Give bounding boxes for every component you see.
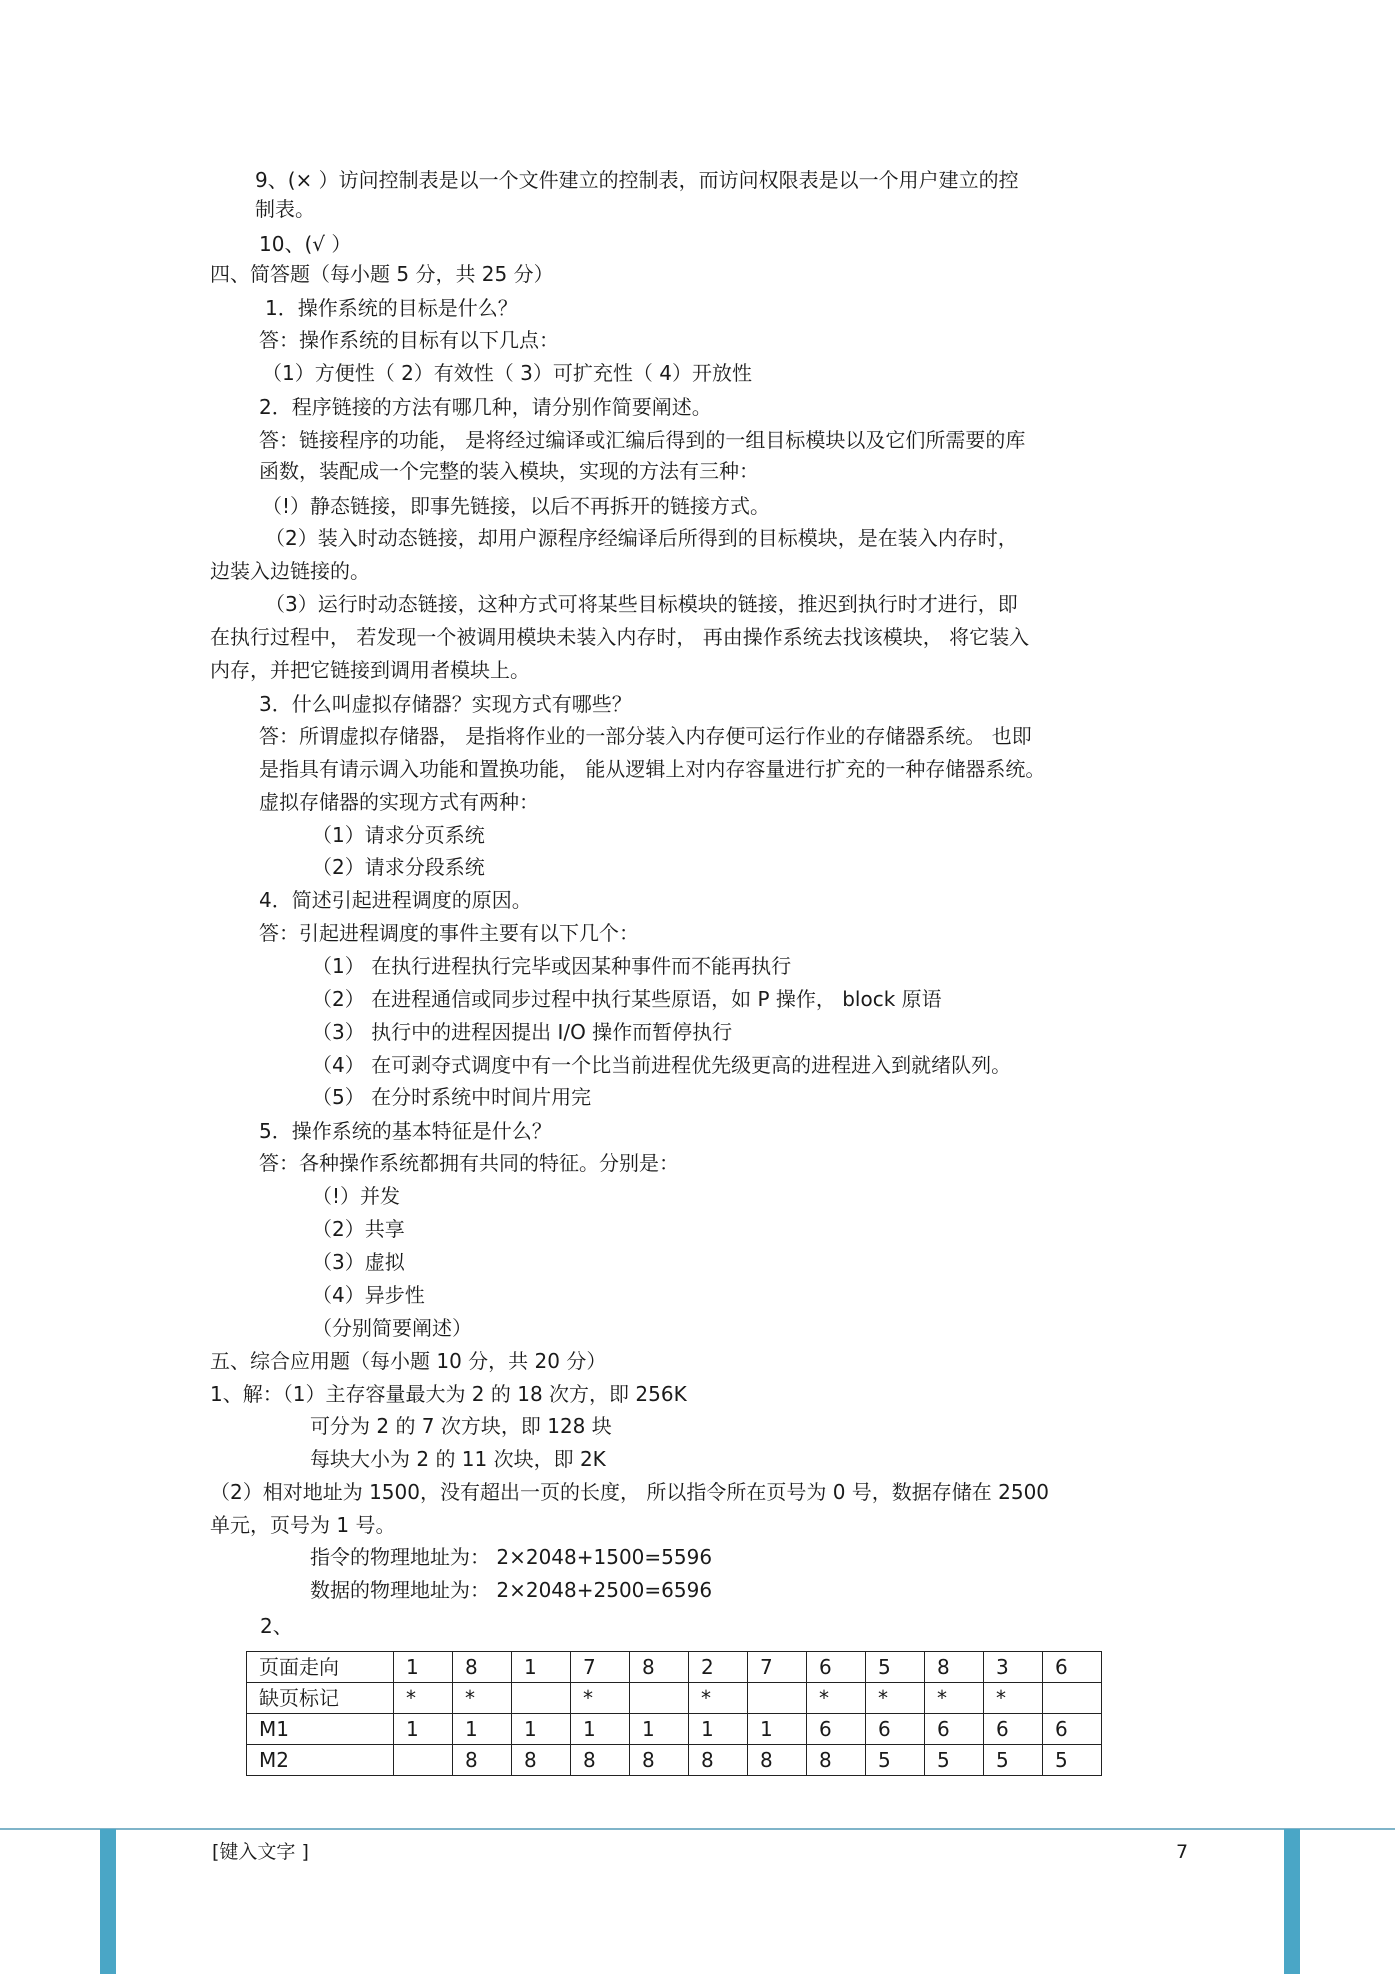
table-cell: * (925, 1683, 984, 1714)
table-cell: 1 (748, 1714, 807, 1745)
text-line: 答：操作系统的目标有以下几点： (259, 328, 559, 352)
text-line: （1） 在执行进程执行完毕或因某种事件而不能再执行 (312, 954, 792, 978)
table-cell: * (984, 1683, 1043, 1714)
table-cell: 6 (807, 1652, 866, 1683)
text-line: 在执行过程中， 若发现一个被调用模块未装入内存时， 再由操作系统去找该模块， 将它装入 (210, 625, 1030, 649)
text-line: 边装入边链接的。 (210, 559, 370, 583)
text-line: （3）虚拟 (312, 1250, 405, 1274)
text-line: 4．简述引起进程调度的原因。 (259, 888, 532, 912)
table-row (247, 1683, 1102, 1714)
text-line: （2） 在进程通信或同步过程中执行某些原语，如 P 操作， block 原语 (312, 987, 942, 1011)
text-line: 虚拟存储器的实现方式有两种： (259, 790, 539, 814)
table-cell: 1 (394, 1652, 453, 1683)
text-line: （2）装入时动态链接，却用户源程序经编译后所得到的目标模块，是在装入内存时， (265, 526, 1018, 550)
table-cell: 8 (748, 1745, 807, 1776)
row-label: 缺页标记 (247, 1683, 394, 1714)
text-line: （!）静态链接，即事先链接，以后不再拆开的链接方式。 (262, 494, 771, 518)
text-line: 2、 (260, 1614, 293, 1638)
text-line: 2．程序链接的方法有哪几种，请分别作简要阐述。 (259, 395, 712, 419)
table-cell: 6 (1043, 1714, 1102, 1745)
footer-placeholder-text[interactable]: [键入文字 ] (212, 1841, 309, 1863)
text-line: （2）共享 (312, 1217, 405, 1241)
text-line: 答：所谓虚拟存储器， 是指将作业的一部分装入内存便可运行作业的存储器系统。 也即 (259, 724, 1032, 748)
text-line: 制表。 (255, 197, 315, 221)
text-line: 答：各种操作系统都拥有共同的特征。分别是： (259, 1151, 679, 1175)
text-line: （3）运行时动态链接，这种方式可将某些目标模块的链接，推迟到执行时才进行，即 (265, 592, 1018, 616)
footer-divider (0, 1828, 1395, 1830)
table-cell: 8 (807, 1745, 866, 1776)
table-cell: 7 (748, 1652, 807, 1683)
table-cell: 6 (1043, 1652, 1102, 1683)
text-line: 是指具有请示调入功能和置换功能， 能从逻辑上对内存容量进行扩充的一种存储器系统。 (259, 757, 1046, 781)
table-cell: 1 (512, 1652, 571, 1683)
table-cell: 7 (571, 1652, 630, 1683)
table-cell (394, 1745, 453, 1776)
table-cell (512, 1683, 571, 1714)
table-cell: 5 (1043, 1745, 1102, 1776)
table-row (247, 1652, 1102, 1683)
text-line: （!）并发 (312, 1184, 401, 1208)
table-cell: * (689, 1683, 748, 1714)
text-line: 3．什么叫虚拟存储器？实现方式有哪些？ (259, 692, 632, 716)
text-line: （5） 在分时系统中时间片用完 (312, 1085, 592, 1109)
text-line: 四、简答题（每小题 5 分，共 25 分） (210, 262, 554, 286)
table-cell: * (866, 1683, 925, 1714)
footer-right-bar (1284, 1829, 1300, 1974)
table-cell: * (571, 1683, 630, 1714)
table-cell: 1 (689, 1714, 748, 1745)
text-line: 答：引起进程调度的事件主要有以下几个： (259, 921, 639, 945)
table-cell: * (394, 1683, 453, 1714)
text-line: 单元，页号为 1 号。 (210, 1513, 396, 1537)
text-line: 1．操作系统的目标是什么？ (265, 296, 518, 320)
table-cell: 6 (984, 1714, 1043, 1745)
table-cell: 5 (984, 1745, 1043, 1776)
table-cell (1043, 1683, 1102, 1714)
table-cell: 3 (984, 1652, 1043, 1683)
table-cell: 6 (807, 1714, 866, 1745)
text-line: 每块大小为 2 的 11 次块，即 2K (310, 1447, 606, 1471)
table-cell: 6 (925, 1714, 984, 1745)
row-label: M1 (247, 1714, 394, 1745)
table-cell: 8 (630, 1652, 689, 1683)
table-cell: 5 (866, 1652, 925, 1683)
page-number: 7 (1176, 1841, 1189, 1863)
text-line: 10、(√ ） (259, 232, 352, 256)
table-row (247, 1714, 1102, 1745)
table-cell: 6 (866, 1714, 925, 1745)
table-cell: 5 (866, 1745, 925, 1776)
footer-left-bar (100, 1829, 116, 1974)
text-line: 9、(× ）访问控制表是以一个文件建立的控制表，而访问权限表是以一个用户建立的控 (255, 168, 1019, 192)
table-cell: 8 (630, 1745, 689, 1776)
text-line: 函数，装配成一个完整的装入模块，实现的方法有三种： (259, 459, 759, 483)
table-cell (630, 1683, 689, 1714)
text-line: 1、解：（1）主存容量最大为 2 的 18 次方，即 256K (210, 1382, 687, 1406)
text-line: （分别简要阐述） (312, 1316, 472, 1340)
table-cell: 2 (689, 1652, 748, 1683)
table-cell: 8 (571, 1745, 630, 1776)
text-line: 内存，并把它链接到调用者模块上。 (210, 658, 530, 682)
text-line: 5．操作系统的基本特征是什么？ (259, 1119, 552, 1143)
text-line: 答：链接程序的功能， 是将经过编译或汇编后得到的一组目标模块以及它们所需要的库 (259, 428, 1026, 452)
text-line: 五、综合应用题（每小题 10 分，共 20 分） (210, 1349, 607, 1373)
text-line: 可分为 2 的 7 次方块，即 128 块 (310, 1414, 612, 1438)
text-line: （2）相对地址为 1500，没有超出一页的长度， 所以指令所在页号为 0 号，数据存储在 2500 (210, 1480, 1050, 1504)
text-line: 指令的物理地址为： 2×2048+1500=5596 (310, 1545, 713, 1569)
text-line: （3） 执行中的进程因提出 I/O 操作而暂停执行 (312, 1020, 733, 1044)
table-cell: 1 (571, 1714, 630, 1745)
table-cell: 1 (394, 1714, 453, 1745)
table-row (247, 1745, 1102, 1776)
text-line: （2）请求分段系统 (312, 855, 485, 879)
table-cell: 1 (630, 1714, 689, 1745)
table-cell: 1 (453, 1714, 512, 1745)
table-cell: 8 (689, 1745, 748, 1776)
table-cell: * (453, 1683, 512, 1714)
table-cell: 8 (925, 1652, 984, 1683)
text-line: （4） 在可剥夺式调度中有一个比当前进程优先级更高的进程进入到就绪队列。 (312, 1053, 1012, 1077)
table-cell: 5 (925, 1745, 984, 1776)
table-cell: * (807, 1683, 866, 1714)
row-label: 页面走向 (247, 1652, 394, 1683)
page-replacement-table (246, 1651, 1102, 1776)
table-cell: 8 (453, 1745, 512, 1776)
table-cell: 8 (453, 1652, 512, 1683)
text-line: 数据的物理地址为： 2×2048+2500=6596 (310, 1578, 713, 1602)
table-cell: 8 (512, 1745, 571, 1776)
text-line: （1）方便性（ 2）有效性（ 3）可扩充性（ 4）开放性 (262, 361, 752, 385)
text-line: （1）请求分页系统 (312, 823, 485, 847)
table-cell (748, 1683, 807, 1714)
text-line: （4）异步性 (312, 1283, 425, 1307)
table-cell: 1 (512, 1714, 571, 1745)
row-label: M2 (247, 1745, 394, 1776)
